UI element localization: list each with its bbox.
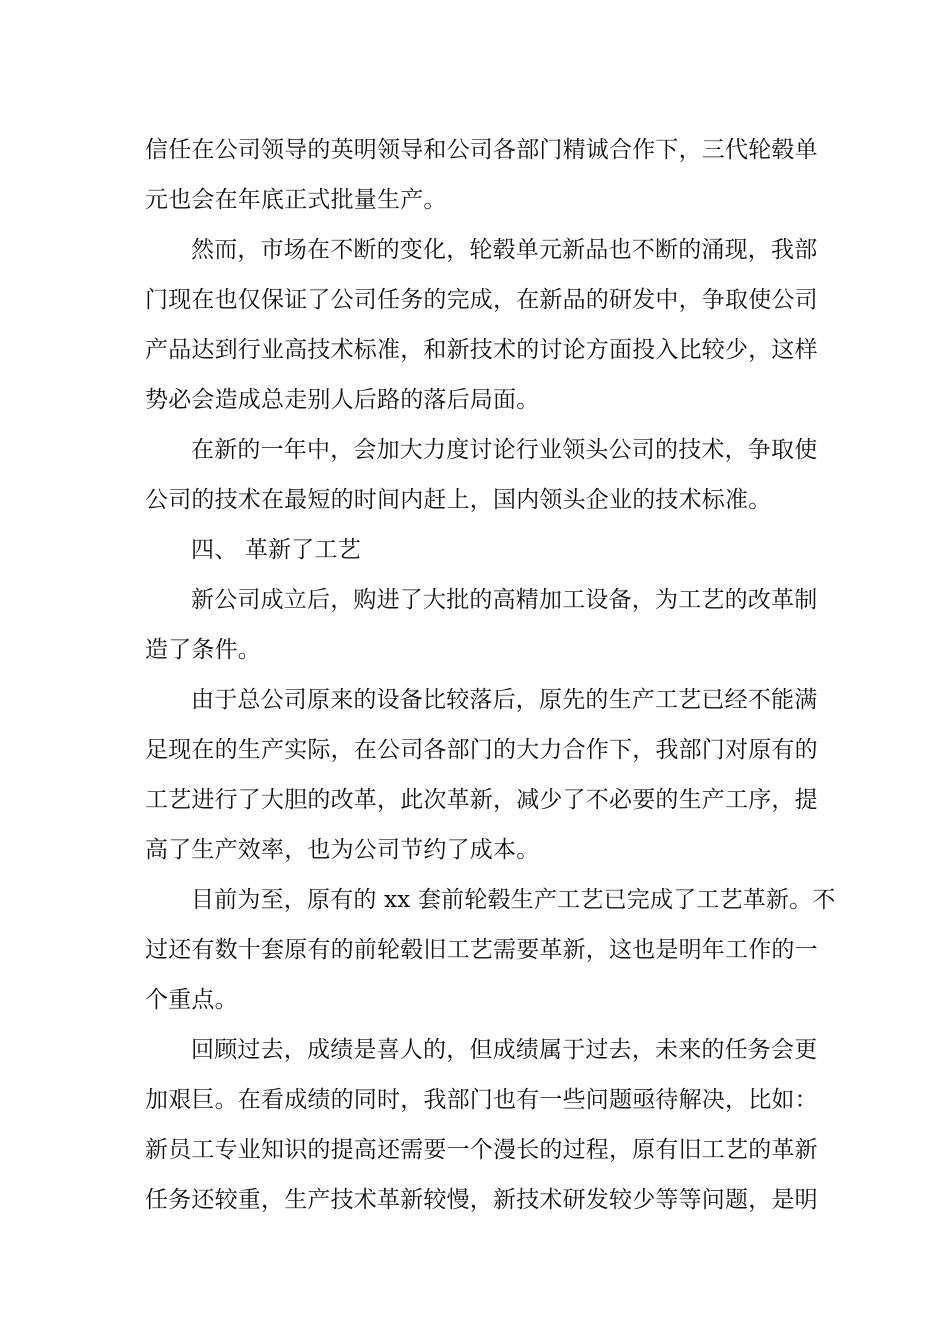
text-line: 造了条件。 — [145, 637, 261, 663]
paragraph-start-line: 新公司成立后，购进了大批的高精加工设备，为工艺的改革制 — [191, 587, 818, 613]
text-line: 信任在公司领导的英明领导和公司各部门精诚合作下，三代轮毂单 — [145, 137, 818, 163]
text-line: 个重点。 — [145, 987, 238, 1013]
text-line: 足现在的生产实际，在公司各部门的大力合作下，我部门对原有的 — [145, 737, 818, 763]
text-line: 势必会造成总走别人后路的落后局面。 — [145, 387, 540, 413]
paragraph-start-line: 目前为至，原有的 xx 套前轮毂生产工艺已完成了工艺革新。不 — [191, 887, 836, 913]
text-line: 产品达到行业高技术标准，和新技术的讨论方面投入比较少，这样 — [145, 337, 818, 363]
text-line: 高了生产效率，也为公司节约了成本。 — [145, 837, 540, 863]
paragraph-start-line: 由于总公司原来的设备比较落后，原先的生产工艺已经不能满 — [191, 687, 818, 713]
text-line: 过还有数十套原有的前轮毂旧工艺需要革新，这也是明年工作的一 — [145, 937, 818, 963]
text-line: 门现在也仅保证了公司任务的完成，在新品的研发中，争取使公司 — [145, 287, 818, 313]
text-line: 工艺进行了大胆的改革，此次革新，减少了不必要的生产工序，提 — [145, 787, 818, 813]
text-line: 任务还较重，生产技术革新较慢，新技术研发较少等等问题，是明 — [145, 1187, 818, 1213]
text-line: 新员工专业知识的提高还需要一个漫长的过程，原有旧工艺的革新 — [145, 1137, 818, 1163]
paragraph-start-line: 然而，市场在不断的变化，轮毂单元新品也不断的涌现，我部 — [191, 237, 818, 263]
paragraph-start-line: 回顾过去，成绩是喜人的，但成绩属于过去，未来的任务会更 — [191, 1037, 818, 1063]
section-heading: 四、 革新了工艺 — [191, 537, 361, 563]
text-line: 加艰巨。在看成绩的同时，我部门也有一些问题亟待解决，比如： — [145, 1087, 818, 1113]
text-line: 公司的技术在最短的时间内赶上，国内领头企业的技术标准。 — [145, 487, 772, 513]
text-line: 元也会在年底正式批量生产。 — [145, 187, 447, 213]
paragraph-start-line: 在新的一年中，会加大力度讨论行业领头公司的技术，争取使 — [191, 437, 818, 463]
